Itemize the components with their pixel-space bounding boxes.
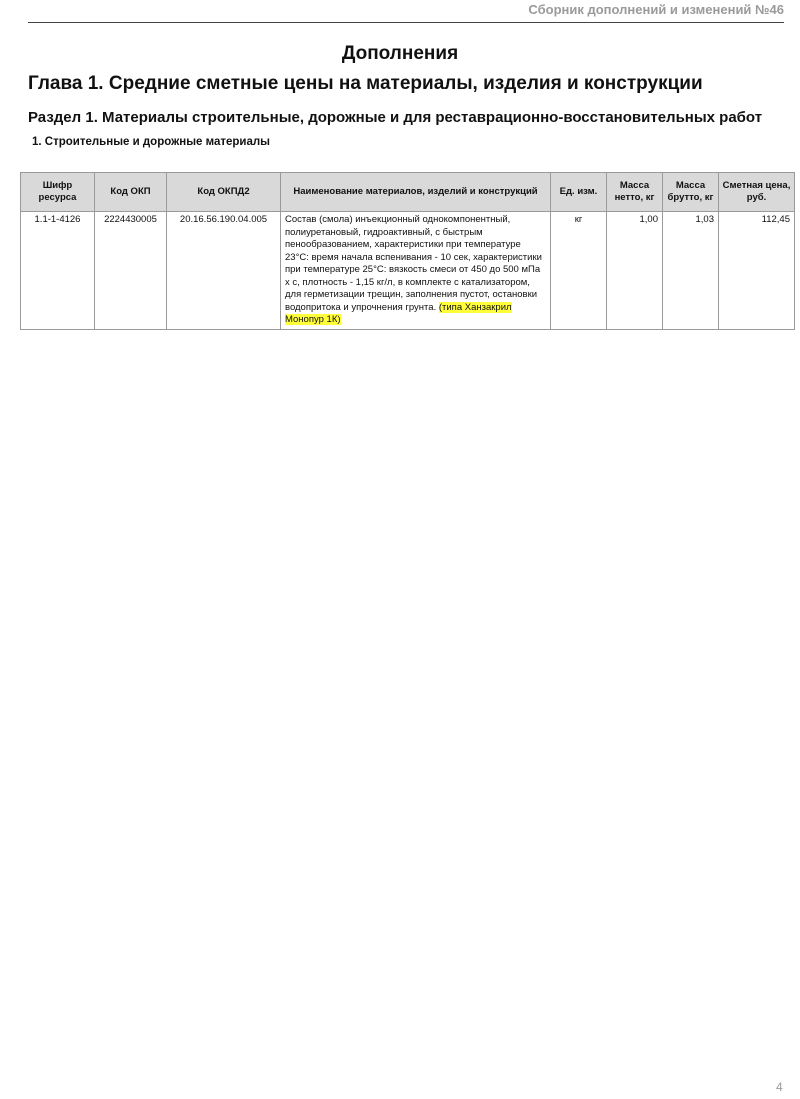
cell-code: 1.1-1-4126 [21, 212, 95, 330]
column-header-okp: Код ОКП [95, 173, 167, 212]
column-header-okpd2: Код ОКПД2 [167, 173, 281, 212]
cell-mass-gross: 1,03 [663, 212, 719, 330]
table-row [21, 212, 795, 330]
chapter-title: Глава 1. Средние сметные цены на материалы, изделия и конструкции [28, 73, 703, 94]
column-header-name: Наименование материалов, изделий и конструкций [281, 173, 551, 212]
column-header-unit: Ед. изм. [551, 173, 607, 212]
section-title: Раздел 1. Материалы строительные, дорожные и для реставрационно-восстановительных работ [28, 109, 763, 126]
column-header-price: Сметная цена, руб. [719, 173, 795, 212]
cell-name [281, 212, 551, 330]
table-header-row [21, 173, 795, 212]
running-header-title: Сборник дополнений и изменений №46 [528, 2, 784, 17]
page-number: 4 [776, 1080, 783, 1094]
column-header-mass-net: Масса нетто, кг [607, 173, 663, 212]
cell-name-text: Состав (смола) инъекционный однокомпонентный, полиуретановый, гидроактивный, с быстрым пенообразованием, характеристики при температуре 23°С: время начала вспенивания - 10 сек, характеристики при температуре 25°С: вязкость смеси от 450 до 500 мПа х с, плотность - 1,15 кг/л, в комплекте с катализатором, для герметизации трещин, заполнения пустот, остановки водопритока и упрочнения грунта. [285, 214, 542, 313]
materials-table [20, 172, 795, 330]
cell-price: 112,45 [719, 212, 795, 330]
cell-okpd2: 20.16.56.190.04.005 [167, 212, 281, 330]
column-header-mass-gross: Масса брутто, кг [663, 173, 719, 212]
cell-unit: кг [551, 212, 607, 330]
subsection-title: 1. Строительные и дорожные материалы [32, 136, 270, 148]
cell-mass-net: 1,00 [607, 212, 663, 330]
document-title: Дополнения [341, 43, 459, 64]
column-header-code: Шифр ресурса [21, 173, 95, 212]
running-header [28, 2, 784, 23]
cell-name-highlight: (типа Ханзакрил Монопур 1К) [285, 301, 512, 325]
cell-okp: 2224430005 [95, 212, 167, 330]
